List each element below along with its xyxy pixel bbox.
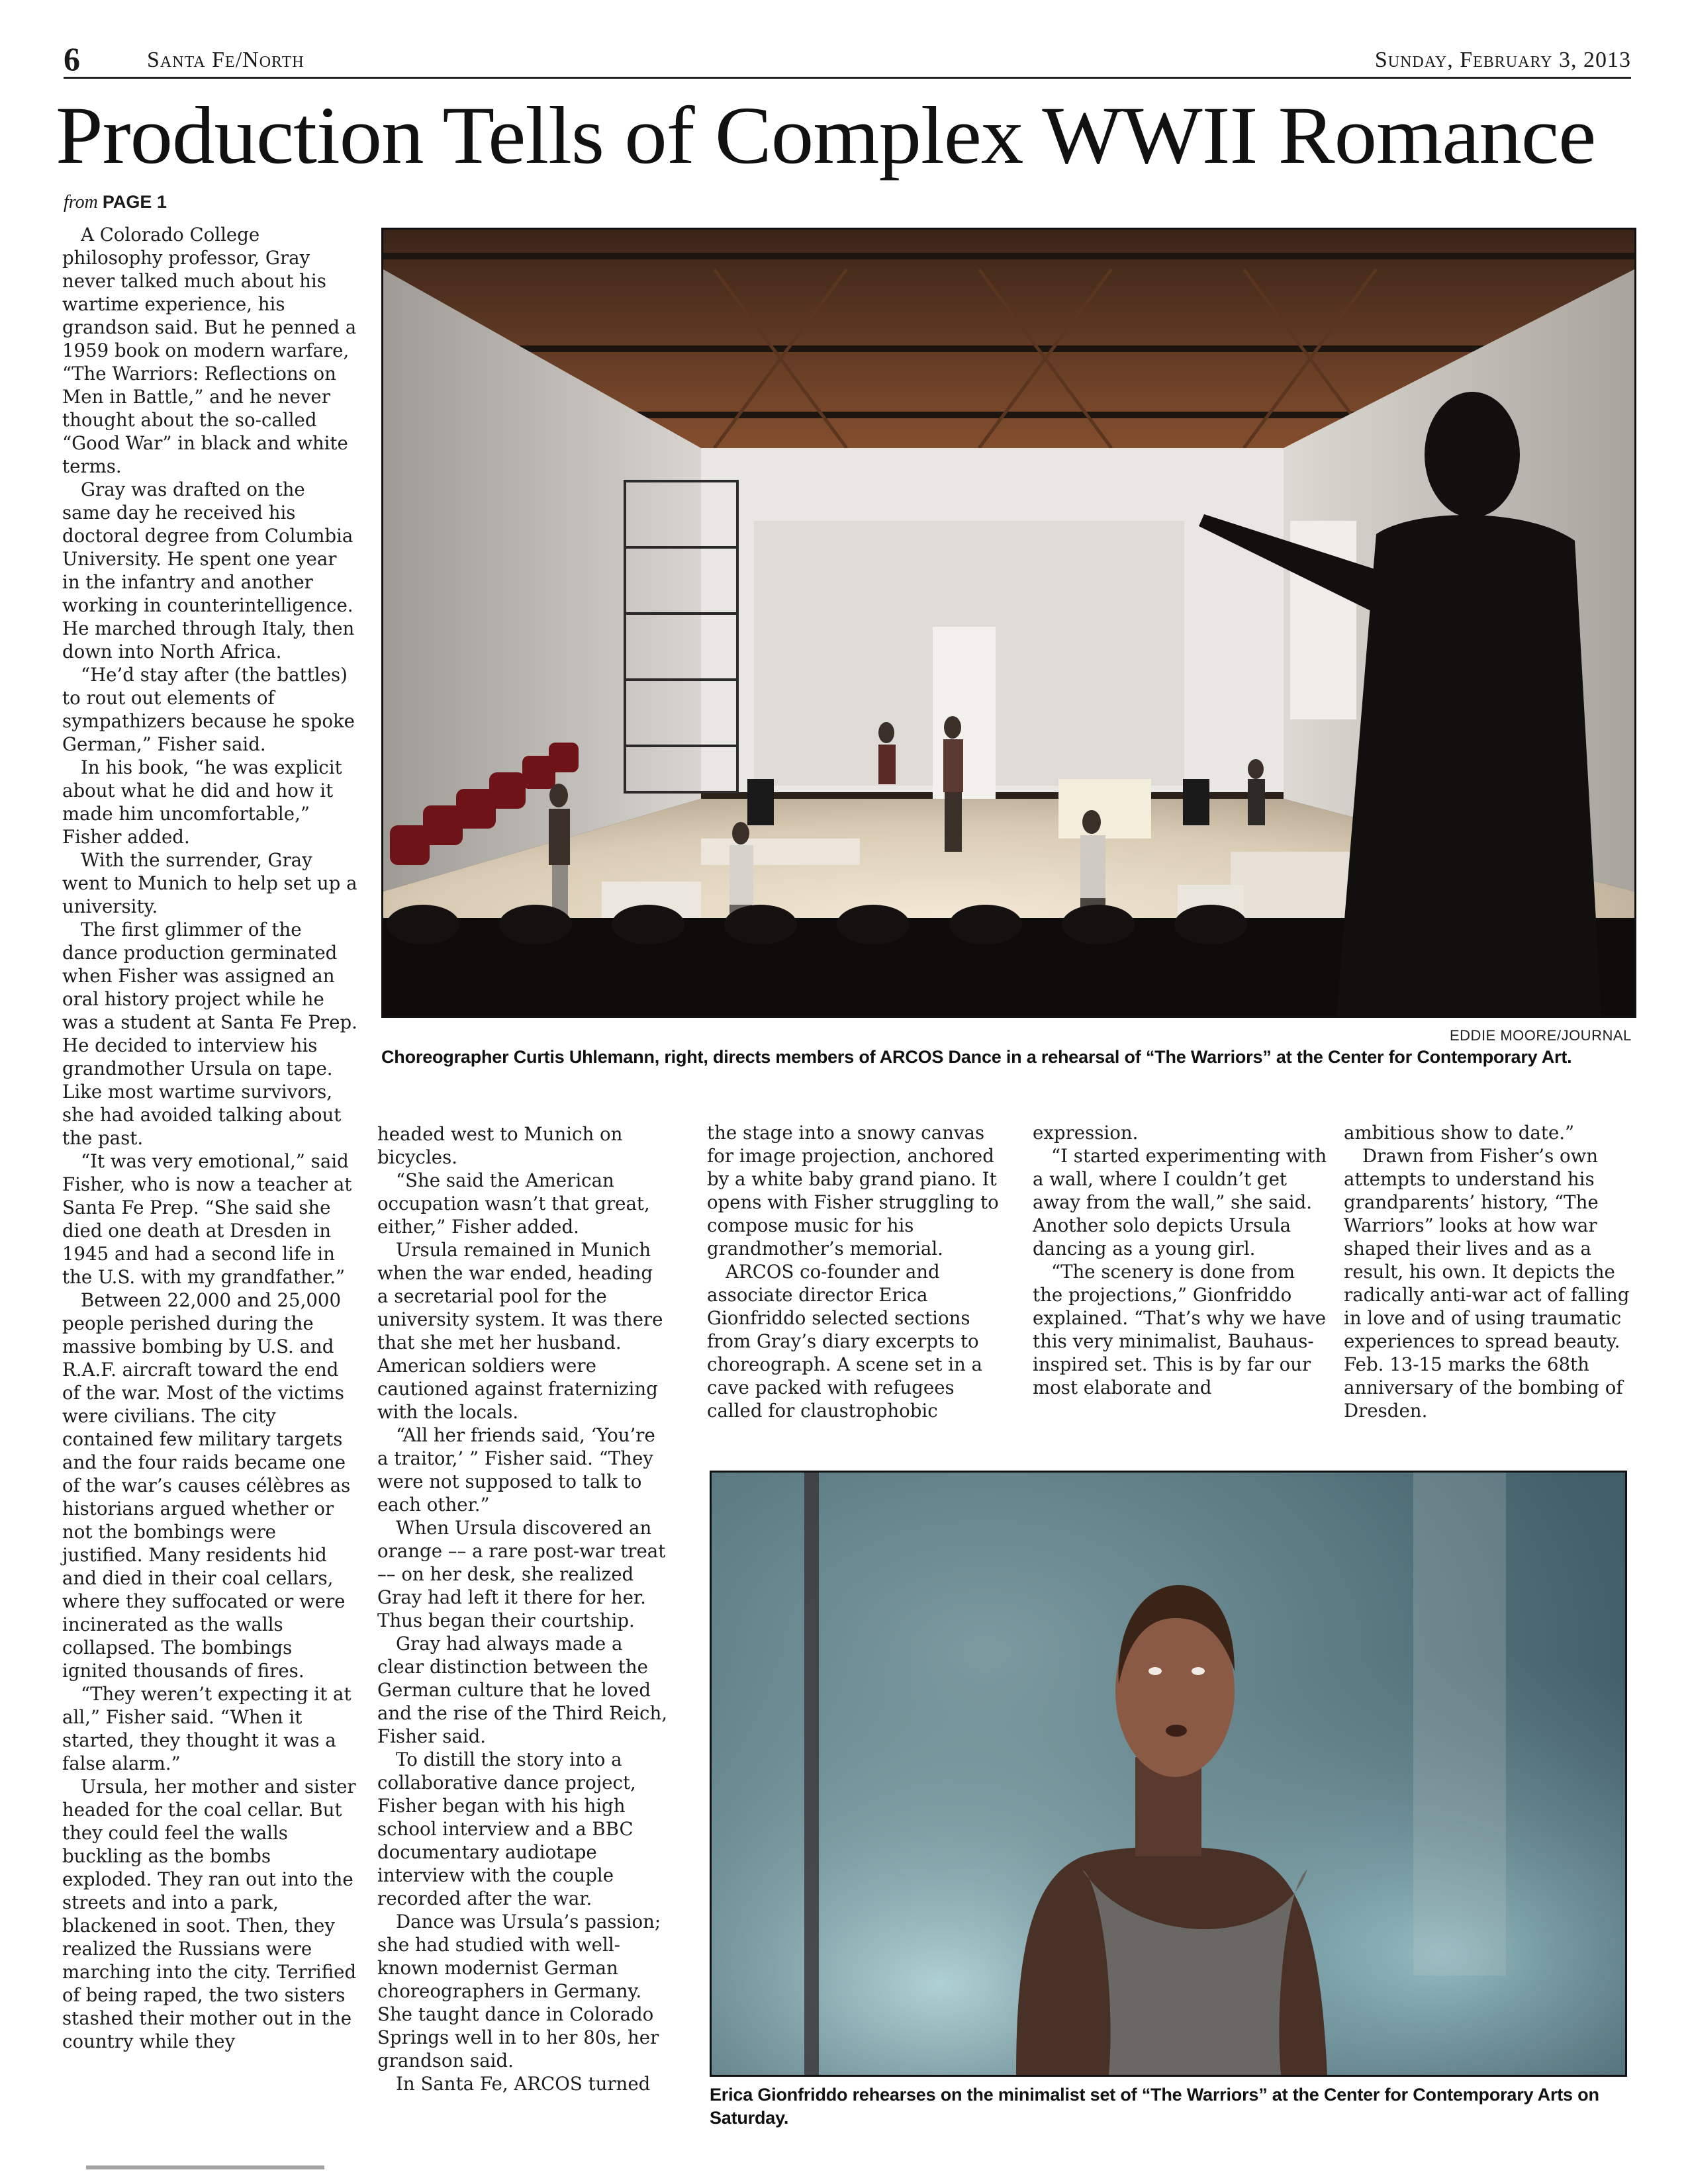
article-column-2	[377, 1122, 669, 2095]
photo-caption-second: Erica Gionfriddo rehearses on the minimalist set of “The Warriors” at the Center for Contemporary Arts on Saturday.	[710, 2085, 1599, 2128]
paragraph: With the surrender, Gray went to Munich to help set up a university.	[62, 849, 357, 917]
paragraph: Dance was Ursula’s passion; she had studied with well-known modernist German choreographers in Germany. She taught dance in Colorado Springs well in to her 80s, her grandson said.	[377, 1911, 661, 2071]
paragraph: “I started experimenting with a wall, where I couldn’t get away from the wall,” she said. Another solo depicts Ursula dancing as a young girl.	[1033, 1145, 1327, 1259]
rehearsal-photo	[381, 228, 1636, 1018]
folio-line	[64, 40, 1631, 79]
paragraph: In Santa Fe, ARCOS turned	[396, 2073, 651, 2095]
paragraph: “It was very emotional,” said Fisher, who is now a teacher at Santa Fe Prep. “She said she died one death at Dresden in 1945 and had a second life in the U.S. with my grandfather.”	[62, 1150, 352, 1288]
paragraph: ambitious show to date.”	[1344, 1122, 1575, 1144]
paragraph: headed west to Munich on bicycles.	[377, 1123, 623, 1168]
paragraph: In his book, “he was explicit about what he did and how it made him uncomfortable,” Fisher added.	[62, 756, 342, 848]
article-column-1	[62, 223, 359, 2053]
paragraph: expression.	[1033, 1122, 1139, 1144]
jump-from: from	[64, 192, 98, 212]
paragraph: “They weren’t expecting it at all,” Fisher said. “When it started, they thought it was a false alarm.”	[62, 1683, 352, 1774]
photo-caption-main: Choreographer Curtis Uhlemann, right, directs members of ARCOS Dance in a rehearsal of “The Warriors” at the Center for Contemporary Art.	[381, 1047, 1572, 1067]
article-column-5	[1344, 1121, 1640, 1422]
paragraph: “All her friends said, ‘You’re a traitor,’ ” Fisher said. “They were not supposed to talk to each other.”	[377, 1424, 655, 1516]
dancer-photo	[710, 1471, 1627, 2077]
paragraph: Gray had always made a clear distinction between the German culture that he loved and the rise of the Third Reich, Fisher said.	[377, 1633, 668, 1747]
paragraph: When Ursula discovered an orange –– a rare post-war treat –– on her desk, she realized Gray had left it there for her. Thus began their courtship.	[377, 1517, 666, 1631]
section-name: Santa Fe/North	[147, 48, 305, 72]
page-number: 6	[64, 40, 80, 77]
paragraph: “He’d stay after (the battles) to rout out elements of sympathizers because he spoke German,” Fisher said.	[62, 664, 355, 755]
publication-date: Sunday, February 3, 2013	[1374, 48, 1631, 72]
paragraph: Ursula remained in Munich when the war ended, heading a secretarial pool for the university system. It was there that she met her husband. American soldiers were cautioned against fraternizing with the locals.	[377, 1239, 663, 1423]
paragraph: Gray was drafted on the same day he received his doctoral degree from Columbia University. He spent one year in the infantry and another working in counterintelligence. He marched through Italy, then down into North Africa.	[62, 478, 355, 662]
clipped-text-fragment	[86, 2165, 324, 2169]
rehearsal-photo-illustration	[383, 230, 1634, 1016]
jump-line	[64, 192, 167, 213]
article-column-3	[707, 1121, 1010, 1422]
headline: Production Tells of Complex WWII Romance	[56, 90, 1596, 181]
photo-credit: EDDIE MOORE/JOURNAL	[1450, 1027, 1632, 1044]
jump-page: PAGE 1	[102, 192, 167, 212]
paragraph: Between 22,000 and 25,000 people perished during the massive bombing by U.S. and R.A.F. aircraft toward the end of the war. Most of the victims were civilians. The city contained few military targets and the four raids became one of the war’s causes célèbres as historians argued whether or not the bombings were justified. Many residents hid and died in their coal cellars, where they suffocated or were incinerated as the walls collapsed. The bombings ignited thousands of fires.	[62, 1289, 351, 1682]
paragraph: the stage into a snowy canvas for image projection, anchored by a white baby grand piano. It opens with Fisher struggling to compose music for his grandmother’s memorial.	[707, 1122, 999, 1259]
paragraph: A Colorado College philosophy professor, Gray never talked much about his wartime experience, his grandson said. But he penned a 1959 book on modern warfare, “The Warriors: Reflections on Men in Battle,” and he never thought about the so-called “Good War” in black and white terms.	[62, 224, 357, 477]
article-column-4	[1033, 1121, 1328, 1399]
paragraph: “The scenery is done from the projections,” Gionfriddo explained. “That’s why we have this very minimalist, Bauhaus-inspired set. This is by far our most elaborate and	[1033, 1261, 1327, 1398]
dancer-photo-illustration	[712, 1473, 1625, 2075]
paragraph: Ursula, her mother and sister headed for the coal cellar. But they could feel the walls buckling as the bombs exploded. They ran out into the streets and into a park, blackened in soot. Then, they realized the Russians were marching into the city. Terrified of being raped, the two sisters stashed their mother out in the country while they	[62, 1776, 357, 2052]
paragraph: ARCOS co-founder and associate director Erica Gionfriddo selected sections from Gray’s diary excerpts to choreograph. A scene set in a cave packed with refugees called for claustrophobic	[707, 1261, 982, 1422]
paragraph: “She said the American occupation wasn’t that great, either,” Fisher added.	[377, 1169, 650, 1238]
paragraph: Drawn from Fisher’s own attempts to understand his grandparents’ history, “The Warriors” looks at how war shaped their lives and as a result, his own. It depicts the radically anti-war act of falling in love and of using traumatic experiences to spread beauty. Feb. 13-15 marks the 68th anniversary of the bombing of Dresden.	[1344, 1145, 1630, 1422]
paragraph: The first glimmer of the dance production germinated when Fisher was assigned an oral history project while he was a student at Santa Fe Prep. He decided to interview his grandmother Ursula on tape. Like most wartime survivors, she had avoided talking about the past.	[62, 919, 357, 1149]
paragraph: To distill the story into a collaborative dance project, Fisher began with his high school interview and a BBC documentary audiotape interview with the couple recorded after the war.	[377, 1749, 636, 1909]
